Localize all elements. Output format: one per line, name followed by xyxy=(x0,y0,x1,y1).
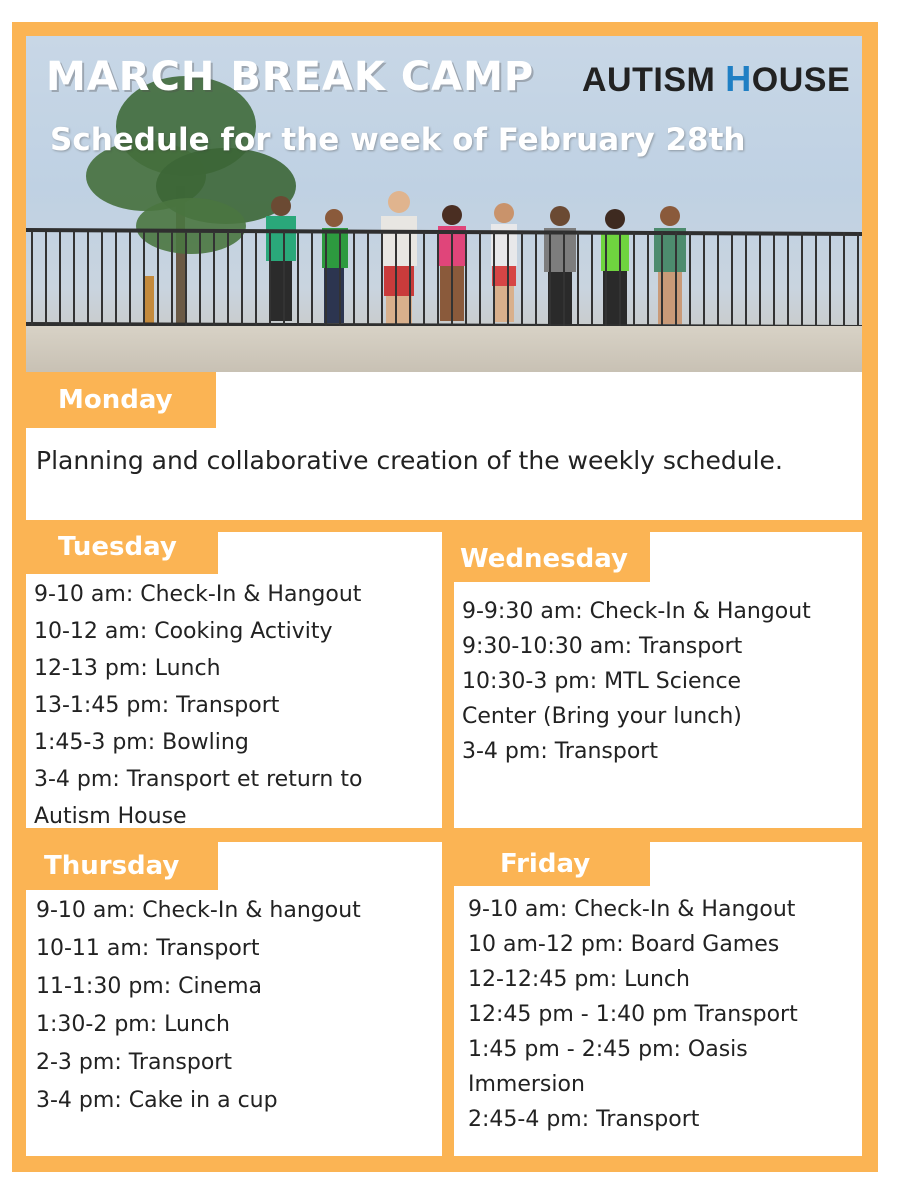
schedule-line: 10-12 am: Cooking Activity xyxy=(34,619,333,644)
thursday-schedule xyxy=(36,892,361,1120)
wednesday-schedule xyxy=(462,594,811,769)
schedule-line: 13-1:45 pm: Transport xyxy=(34,693,280,718)
schedule-line: 12:45 pm - 1:40 pm Transport xyxy=(468,1002,798,1027)
people-group xyxy=(266,191,686,326)
tuesday-schedule xyxy=(34,576,362,835)
monday-card xyxy=(26,372,862,520)
logo-text-after: OUSE xyxy=(751,61,851,99)
tuesday-card xyxy=(26,532,442,828)
tuesday-day-label: Tuesday xyxy=(58,532,177,562)
schedule-line: 10:30-3 pm: MTL Science xyxy=(462,669,742,694)
poster-frame xyxy=(12,22,878,1172)
schedule-line: Autism House xyxy=(34,804,187,829)
schedule-line: 10-11 am: Transport xyxy=(36,936,260,961)
monday-day-label: Monday xyxy=(58,385,173,415)
thursday-tab xyxy=(26,842,218,890)
autism-house-logo xyxy=(582,58,850,100)
logo-house-letter: H xyxy=(725,58,752,99)
schedule-line: 2-3 pm: Transport xyxy=(36,1050,232,1075)
schedule-line: 12-12:45 pm: Lunch xyxy=(468,967,690,992)
schedule-line: 3-4 pm: Transport et return to xyxy=(34,767,363,792)
schedule-line: 3-4 pm: Cake in a cup xyxy=(36,1088,278,1113)
friday-day-label: Friday xyxy=(500,849,591,879)
schedule-line: 9-10 am: Check-In & Hangout xyxy=(468,897,796,922)
ground-ledge xyxy=(26,326,862,372)
schedule-line: 1:30-2 pm: Lunch xyxy=(36,1012,230,1037)
page-subtitle: Schedule for the week of February 28th xyxy=(50,122,746,158)
schedule-line: 9:30-10:30 am: Transport xyxy=(462,634,743,659)
schedule-line: 1:45-3 pm: Bowling xyxy=(34,730,249,755)
tuesday-tab xyxy=(26,532,218,574)
schedule-line: 9-9:30 am: Check-In & Hangout xyxy=(462,599,811,624)
wednesday-day-label: Wednesday xyxy=(460,544,628,574)
wednesday-tab xyxy=(454,532,650,582)
thursday-card xyxy=(26,842,442,1156)
schedule-line: 12-13 pm: Lunch xyxy=(34,656,221,681)
schedule-line: 2:45-4 pm: Transport xyxy=(468,1107,700,1132)
hero-banner xyxy=(26,36,862,372)
schedule-line: Center (Bring your lunch) xyxy=(462,704,742,729)
schedule-line: 10 am-12 pm: Board Games xyxy=(468,932,780,957)
schedule-line: 3-4 pm: Transport xyxy=(462,739,658,764)
page-title: MARCH BREAK CAMP xyxy=(46,54,535,100)
friday-tab xyxy=(454,842,650,886)
wednesday-card xyxy=(454,532,862,828)
monday-description: Planning and collaborative creation of the weekly schedule. xyxy=(36,446,783,475)
schedule-line: 9-10 am: Check-In & hangout xyxy=(36,898,361,923)
logo-text-before: AUTISM xyxy=(582,61,726,99)
schedule-line: 11-1:30 pm: Cinema xyxy=(36,974,262,999)
thursday-day-label: Thursday xyxy=(44,851,180,881)
monday-tab xyxy=(26,372,216,428)
friday-card xyxy=(454,842,862,1156)
schedule-line: Immersion xyxy=(468,1072,585,1097)
schedule-line: 9-10 am: Check-In & Hangout xyxy=(34,582,362,607)
schedule-line: 1:45 pm - 2:45 pm: Oasis xyxy=(468,1037,748,1062)
friday-schedule xyxy=(468,892,798,1137)
